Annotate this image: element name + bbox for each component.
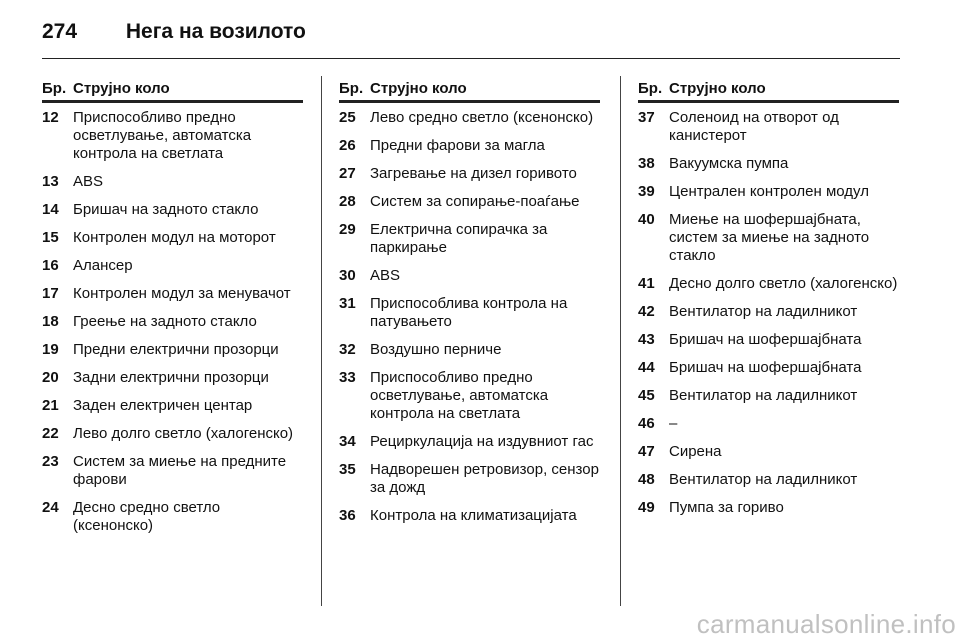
fuse-row (638, 155, 899, 173)
fuse-circuit: Контрола на климатизацијата (370, 507, 577, 524)
fuse-circuit: Надворешен ретровизор, сензор за дожд (370, 461, 599, 496)
fuse-number: 43 (638, 331, 655, 348)
fuse-circuit: Задни електрични прозорци (73, 369, 269, 386)
fuse-row (638, 471, 899, 489)
fuse-circuit: Пумпа за гориво (669, 499, 784, 516)
fuse-row (42, 201, 303, 219)
fuse-circuit: Лево долго светло (халогенско) (73, 425, 294, 442)
fuse-row (42, 313, 303, 331)
fuse-circuit: Приспособливо предно осветлување, автоматска контрола на светлата (370, 369, 549, 422)
page-number: 274 (42, 20, 78, 43)
fuse-number: 18 (42, 313, 59, 330)
fuse-number: 13 (42, 173, 59, 190)
fuse-table-column-2 (339, 80, 600, 535)
fuse-number: 33 (339, 369, 356, 386)
column-header (339, 80, 600, 103)
fuse-number: 32 (339, 341, 356, 358)
fuse-number: 36 (339, 507, 356, 524)
fuse-circuit: Греење на задното стакло (73, 313, 257, 330)
fuse-number: 42 (638, 303, 655, 320)
fuse-row (339, 109, 600, 127)
column-header-number: Бр. (638, 80, 663, 97)
column-divider-2 (620, 76, 621, 606)
fuse-row (339, 137, 600, 155)
fuse-number: 26 (339, 137, 356, 154)
fuse-circuit: Електрична сопирачка за паркирање (370, 221, 548, 256)
fuse-circuit: Заден електричен центар (73, 397, 253, 414)
fuse-circuit: Бришач на шофершајбната (669, 359, 862, 376)
fuse-circuit: Вентилатор на ладилникот (669, 471, 858, 488)
page-header (42, 20, 306, 44)
fuse-number: 30 (339, 267, 356, 284)
column-header-circuit: Струјно коло (73, 80, 170, 97)
fuse-number: 22 (42, 425, 59, 442)
fuse-row (339, 165, 600, 183)
fuse-row (42, 499, 303, 535)
fuse-circuit: Контролен модул за менувачот (73, 285, 291, 302)
fuse-circuit: Рециркулација на издувниот гас (370, 433, 594, 450)
fuse-row (339, 221, 600, 257)
fuse-circuit: Миење на шофершајбната, систем за миење на задното стакло (669, 211, 870, 264)
fuse-circuit: Предни фарови за магла (370, 137, 545, 154)
fuse-row (638, 183, 899, 201)
page-title: Нега на возилото (125, 20, 306, 43)
fuse-circuit: Централен контролен модул (669, 183, 869, 200)
fuse-number: 19 (42, 341, 59, 358)
column-header-number: Бр. (339, 80, 364, 97)
fuse-number: 17 (42, 285, 59, 302)
fuse-row (339, 341, 600, 359)
column-header-number: Бр. (42, 80, 67, 97)
fuse-circuit: Воздушно перниче (370, 341, 502, 358)
fuse-row (42, 285, 303, 303)
fuse-circuit: Алансер (73, 257, 133, 274)
fuse-number: 39 (638, 183, 655, 200)
fuse-row (638, 331, 899, 349)
fuse-circuit: Систем за сопирање-поаѓање (370, 193, 580, 210)
fuse-row (638, 415, 899, 433)
fuse-circuit: Систем за миење на предните фарови (73, 453, 287, 488)
fuse-row (339, 295, 600, 331)
fuse-row (339, 433, 600, 451)
fuse-number: 20 (42, 369, 59, 386)
fuse-circuit: ABS (73, 173, 104, 190)
fuse-number: 23 (42, 453, 59, 470)
fuse-number: 14 (42, 201, 59, 218)
fuse-row (42, 173, 303, 191)
fuse-row (42, 341, 303, 359)
fuse-circuit: Лево средно светло (ксенонско) (370, 109, 594, 126)
fuse-row (42, 257, 303, 275)
fuse-number: 44 (638, 359, 655, 376)
fuse-row (42, 425, 303, 443)
fuse-circuit: Десно долго светло (халогенско) (669, 275, 898, 292)
fuse-number: 34 (339, 433, 356, 450)
fuse-row (42, 229, 303, 247)
fuse-number: 25 (339, 109, 356, 126)
fuse-number: 24 (42, 499, 59, 516)
fuse-row (638, 303, 899, 321)
header-divider (42, 58, 900, 59)
fuse-row (339, 267, 600, 285)
fuse-row (638, 109, 899, 145)
fuse-circuit: – (669, 415, 678, 432)
fuse-circuit: Приспособливо предно осветлување, автоматска контрола на светлата (73, 109, 252, 162)
fuse-row (638, 211, 899, 265)
fuse-circuit: Десно средно светло (ксенонско) (73, 499, 221, 534)
column-header-circuit: Струјно коло (370, 80, 467, 97)
fuse-rows (638, 109, 899, 517)
fuse-number: 47 (638, 443, 655, 460)
column-header (42, 80, 303, 103)
fuse-number: 37 (638, 109, 655, 126)
fuse-number: 31 (339, 295, 356, 312)
fuse-row (339, 369, 600, 423)
fuse-row (339, 461, 600, 497)
fuse-number: 45 (638, 387, 655, 404)
fuse-number: 16 (42, 257, 59, 274)
fuse-number: 49 (638, 499, 655, 516)
fuse-number: 21 (42, 397, 59, 414)
fuse-row (42, 397, 303, 415)
fuse-number: 46 (638, 415, 655, 432)
fuse-circuit: Приспособлива контрола на патувањето (370, 295, 568, 330)
fuse-row (638, 387, 899, 405)
fuse-number: 35 (339, 461, 356, 478)
fuse-circuit: Сирена (669, 443, 722, 460)
fuse-row (339, 507, 600, 525)
fuse-row (638, 359, 899, 377)
fuse-circuit: Предни електрични прозорци (73, 341, 279, 358)
fuse-number: 29 (339, 221, 356, 238)
fuse-table-column-3 (638, 80, 899, 527)
fuse-circuit: ABS (370, 267, 401, 284)
column-header-circuit: Струјно коло (669, 80, 766, 97)
column-header (638, 80, 899, 103)
watermark: carmanualsonline.info (696, 609, 956, 639)
fuse-row (638, 443, 899, 461)
column-divider-1 (321, 76, 322, 606)
fuse-circuit: Бришач на шофершајбната (669, 331, 862, 348)
fuse-table-column-1 (42, 80, 303, 545)
fuse-row (339, 193, 600, 211)
fuse-rows (339, 109, 600, 525)
fuse-number: 28 (339, 193, 356, 210)
fuse-number: 27 (339, 165, 356, 182)
fuse-number: 12 (42, 109, 59, 126)
fuse-circuit: Бришач на задното стакло (73, 201, 259, 218)
fuse-circuit: Вакуумска пумпа (669, 155, 789, 172)
fuse-circuit: Вентилатор на ладилникот (669, 387, 858, 404)
fuse-row (42, 369, 303, 387)
fuse-row (638, 275, 899, 293)
fuse-circuit: Загревање на дизел горивото (370, 165, 577, 182)
fuse-number: 38 (638, 155, 655, 172)
fuse-row (42, 453, 303, 489)
fuse-number: 41 (638, 275, 655, 292)
fuse-number: 40 (638, 211, 655, 228)
fuse-circuit: Контролен модул на моторот (73, 229, 276, 246)
fuse-number: 48 (638, 471, 655, 488)
fuse-number: 15 (42, 229, 59, 246)
fuse-row (42, 109, 303, 163)
fuse-rows (42, 109, 303, 535)
fuse-circuit: Вентилатор на ладилникот (669, 303, 858, 320)
fuse-circuit: Соленоид на отворот од канистерот (669, 109, 839, 144)
fuse-row (638, 499, 899, 517)
